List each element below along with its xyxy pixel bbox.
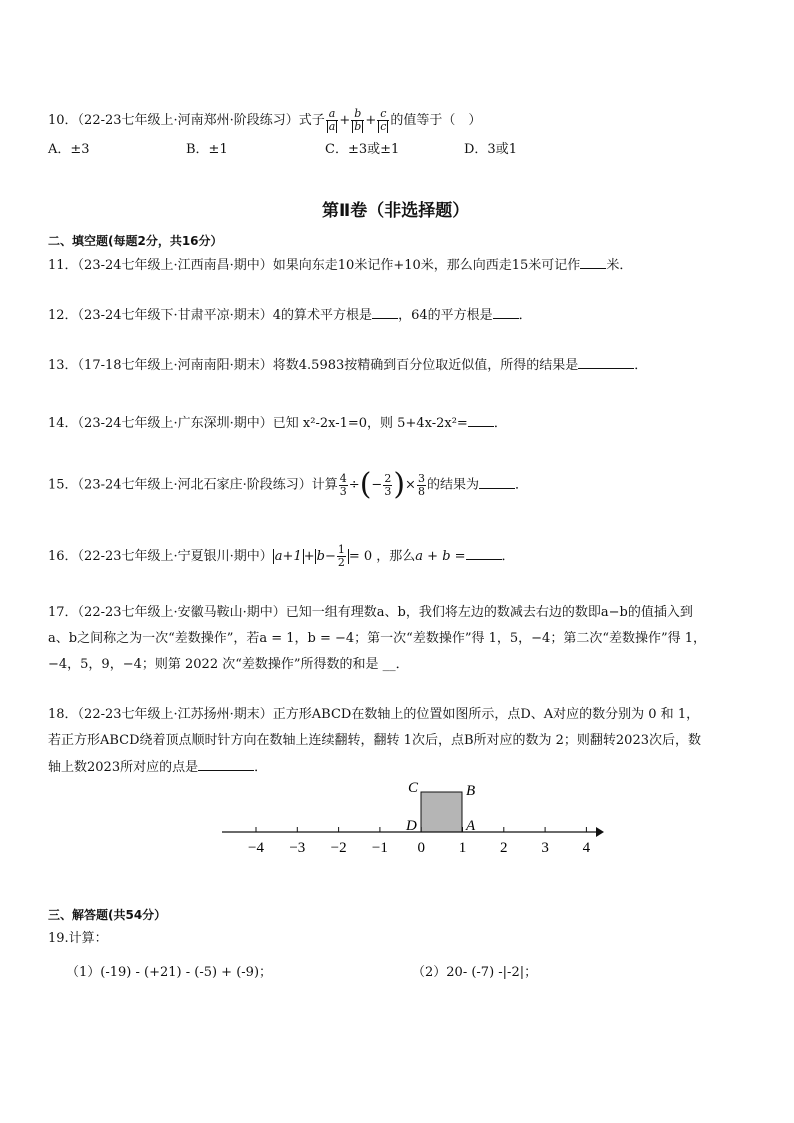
q12-text-c: ．: [518, 308, 532, 323]
q16-end: ．: [501, 549, 515, 564]
tick-label: −3: [289, 840, 306, 856]
q15-fraction-2: $\frac{2}{3}$: [384, 471, 392, 498]
q15-stem: 15．（23-24七年级上·河北石家庄·阶段练习）计算: [48, 477, 338, 493]
q15-fraction-3: $\frac{3}{8}$: [417, 471, 425, 498]
q10-option-b: B．±1: [186, 142, 228, 157]
q10-option-c: C．±3或±1: [325, 142, 400, 157]
q11-blank: [580, 256, 606, 269]
q14-tail: ．: [493, 416, 507, 431]
number-line-figure: [0, 770, 794, 870]
question-18-line-1: 18．（22-23七年级上·江苏扬州·期末）正方形ABCD在数轴上的位置如图所示，点D、A对应的数分别为 0 和 1，: [48, 707, 700, 722]
q15-blank: [479, 476, 515, 489]
q14-blank: [468, 414, 494, 427]
question-18-line-2: 若正方形ABCD绕着顶点顺时针方向在数轴上连续翻转，翻转 1次后，点B所对应的数为 2；则翻转2023次后，数: [48, 733, 701, 748]
q16-blank: [466, 547, 502, 560]
q10-option-d: D．3或1: [464, 142, 517, 157]
q10-fraction-b: $\frac{b}{b}$: [351, 108, 364, 133]
question-17-line-1: 17．（22-23七年级上·安徽马鞍山·期中）已知一组有理数a、b，我们将左边的数减去右边的数即a−b的值插入到: [48, 605, 693, 620]
q11-text: 11．（23-24七年级上·江西南昌·期中）如果向东走10米记作+10米，那么向西走15米可记作: [48, 258, 581, 273]
question-17-line-2: a、b之间称之为一次“差数操作”，若a = 1，b = −4；第一次“差数操作”得 1，5，−4；第二次“差数操作”得 1，: [48, 631, 707, 646]
q13-tail: ．: [634, 358, 648, 373]
vertex-b: B: [466, 783, 476, 799]
q13-blank: [578, 356, 634, 369]
question-15: [48, 467, 528, 502]
question-19-part-2: （2）20- (-7) -|-2|；: [412, 965, 538, 980]
q10-tail: 的值等于（ ）: [390, 113, 482, 128]
q16-abs-2: b− $\frac{1}{2}$: [315, 549, 349, 564]
axis-arrow: [596, 827, 604, 837]
tick-label: −4: [248, 840, 264, 856]
tick-label: 1: [458, 840, 467, 856]
q16-expression: a + b =: [415, 549, 466, 564]
q14-text: 14．（23-24七年级上·广东深圳·期中）已知 x²-2x-1=0，则 5+4x-2x²=: [48, 416, 468, 431]
tick-label: −1: [371, 840, 388, 856]
part-2-title: 第Ⅱ卷（非选择题）: [322, 201, 470, 221]
tick-label: −2: [330, 840, 347, 856]
q10-fraction-a: $\frac{a}{a}$: [326, 108, 339, 133]
q15-fraction-1: $\frac{4}{3}$: [339, 471, 347, 498]
q12-blank-1: [372, 306, 398, 319]
q11-tail: 米．: [606, 258, 633, 273]
tick-label: 0: [417, 840, 425, 856]
q12-text-a: 12．（23-24七年级下·甘肃平凉·期末）4的算术平方根是: [48, 308, 373, 323]
vertex-a: A: [466, 818, 476, 834]
tick-label: 3: [541, 840, 549, 856]
question-14: [48, 414, 507, 433]
q15-right-paren: ): [393, 467, 406, 502]
question-19: 19.计算：: [48, 931, 108, 946]
q13-text: 13．（17-18七年级上·河南南阳·期末）将数4.5983按精确到百分位取近似值，所得的结果是: [48, 358, 579, 373]
question-19-part-1: （1）(-19) - (+21) - (-5) + (-9)；: [66, 965, 273, 980]
tick-label: 4: [582, 840, 591, 856]
q15-times-sign: ×: [405, 477, 416, 493]
section-3-heading: 三、解答题(共54分）: [48, 908, 167, 922]
q15-tail: 的结果为: [426, 477, 479, 493]
q10-stem: 10．（22-23七年级上·河南郑州·阶段练习）式子: [48, 113, 325, 128]
tick-label: 2: [500, 840, 508, 856]
q16-plus: +: [303, 549, 315, 564]
question-10: 10．（22-23七年级上·河南郑州·阶段练习）式子 $\frac{a}{a}$ + $\frac{b}{b}$ + $\frac{c}{c}$ 的值等于（ ）: [48, 107, 482, 133]
q18-tail: ．: [254, 760, 268, 775]
q16-abs-1: a+1: [274, 549, 302, 564]
q16-equals: = 0 ，那么: [348, 549, 416, 564]
q12-text-b: ，64的平方根是: [398, 308, 493, 323]
question-12: [48, 306, 532, 325]
square-abcd: [421, 792, 462, 832]
q10-fraction-c: $\frac{c}{c}$: [377, 108, 389, 133]
q15-minus-sign: −: [371, 477, 383, 493]
q15-end: ．: [514, 477, 528, 493]
q10-option-a: A．±3: [48, 142, 90, 157]
q12-blank-2: [493, 306, 519, 319]
q15-left-paren: (: [359, 467, 372, 502]
section-2-heading: 二、填空题(每题2分，共16分）: [48, 234, 223, 248]
q18-text-3: 轴上数2023所对应的点是: [48, 760, 199, 775]
question-13: [48, 356, 647, 375]
question-16: [48, 542, 515, 572]
question-11: [48, 256, 632, 275]
vertex-c: C: [408, 780, 419, 796]
vertex-d: D: [406, 818, 417, 834]
q16-stem: 16．（22-23七年级上·宁夏银川·期中）: [48, 549, 273, 564]
q15-divide-sign: ÷: [348, 477, 360, 493]
question-17-line-3: −4，5，9，−4；则第 2022 次“差数操作”所得数的和是 __．: [48, 657, 409, 672]
